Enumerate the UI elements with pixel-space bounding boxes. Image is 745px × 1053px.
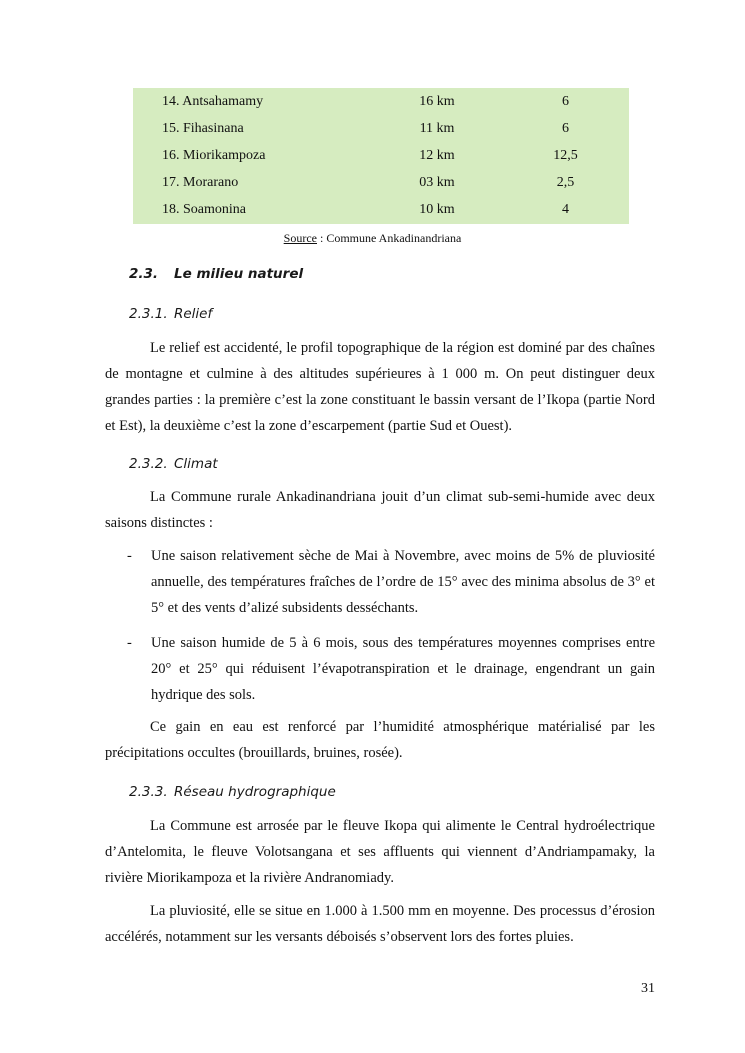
row-value: 2,5 — [556, 175, 575, 191]
climat-paragraph: La Commune rurale Ankadinandriana jouit d’un climat sub-semi-humide avec deux saisons distinctes : — [105, 489, 655, 531]
row-name: 15. Fihasinana — [162, 120, 244, 136]
bullet-dash: - — [127, 548, 132, 564]
heading-number: 2.3.1. — [129, 306, 168, 322]
relief-paragraph: Le relief est accidenté, le profil topographique de la région est dominé par des chaînes de montagne et culmine à des altitudes supérieures à 1 000 m. On peut distinguer deux grandes parties : la première c’est la zone constituant le bassin versant de l’Ikopa (partie Nord et Est), la deuxième c’est la zone d’escarpement (partie Sud et Ouest). — [105, 340, 655, 434]
row-distance: 12 km — [419, 147, 455, 163]
table-row — [133, 170, 629, 197]
row-distance: 10 km — [419, 202, 455, 218]
row-value: 6 — [562, 93, 569, 109]
bullet-item — [105, 543, 655, 621]
pluviosite-paragraph: La pluviosité, elle se situe en 1.000 à 1.500 mm en moyenne. Des processus d’érosion accélérés, notamment sur les versants déboisés s’observent lors des fortes pluies. — [105, 903, 655, 945]
heading-2-3-1 — [129, 306, 212, 322]
row-distance: 11 km — [419, 120, 455, 136]
row-distance: 16 km — [419, 93, 455, 109]
bullet-text: Une saison humide de 5 à 6 mois, sous des températures moyennes comprises entre 20° et 25° qui réduisent l’évapotranspiration et le drainage, engendrant un gain hydrique des sols. — [151, 635, 655, 703]
row-name: 18. Soamonina — [162, 202, 246, 218]
distance-table — [133, 88, 629, 224]
table-row — [133, 142, 629, 169]
row-name: 16. Miorikampoza — [162, 147, 266, 163]
heading-2-3 — [129, 266, 303, 282]
row-distance: 03 km — [419, 175, 455, 191]
page-number: 31 — [641, 981, 655, 996]
heading-2-3-2 — [129, 456, 218, 472]
table-row — [133, 88, 629, 115]
table-source — [0, 231, 745, 246]
table-row — [133, 197, 629, 224]
heading-title: Le milieu naturel — [174, 266, 304, 282]
bullet-text: Une saison relativement sèche de Mai à Novembre, avec moins de 5% de pluviosité annuelle, des températures fraîches de l’ordre de 15° avec des minima absolus de 3° et 5° et des vents d’alizé subsidents desséchants. — [151, 548, 655, 616]
heading-number: 2.3.2. — [129, 456, 168, 472]
row-name: 17. Morarano — [162, 175, 239, 191]
heading-2-3-3 — [129, 784, 336, 800]
heading-number: 2.3.3. — [129, 784, 168, 800]
reseau-paragraph: La Commune est arrosée par le fleuve Ikopa qui alimente le Central hydroélectrique d’Antelomita, le fleuve Volotsangana et ses affluents qui viennent d’Andriampamaky, la rivière Miorikampoza et la rivière Andranomiady. — [105, 818, 655, 886]
row-value: 4 — [562, 202, 569, 218]
table-row — [133, 115, 629, 142]
row-value: 12,5 — [553, 147, 578, 163]
bullet-item — [105, 630, 655, 708]
heading-title: Relief — [174, 306, 213, 322]
source-label: Source — [283, 231, 317, 245]
row-value: 6 — [562, 120, 569, 136]
source-text: : Commune Ankadinandriana — [317, 231, 462, 245]
heading-number: 2.3. — [129, 266, 159, 282]
row-name: 14. Antsahamamy — [162, 93, 264, 109]
heading-title: Climat — [174, 456, 218, 472]
bullet-dash: - — [127, 635, 132, 651]
heading-title: Réseau hydrographique — [174, 784, 336, 800]
gain-paragraph: Ce gain en eau est renforcé par l’humidité atmosphérique matérialisé par les précipitations occultes (brouillards, bruines, rosée). — [105, 719, 655, 761]
